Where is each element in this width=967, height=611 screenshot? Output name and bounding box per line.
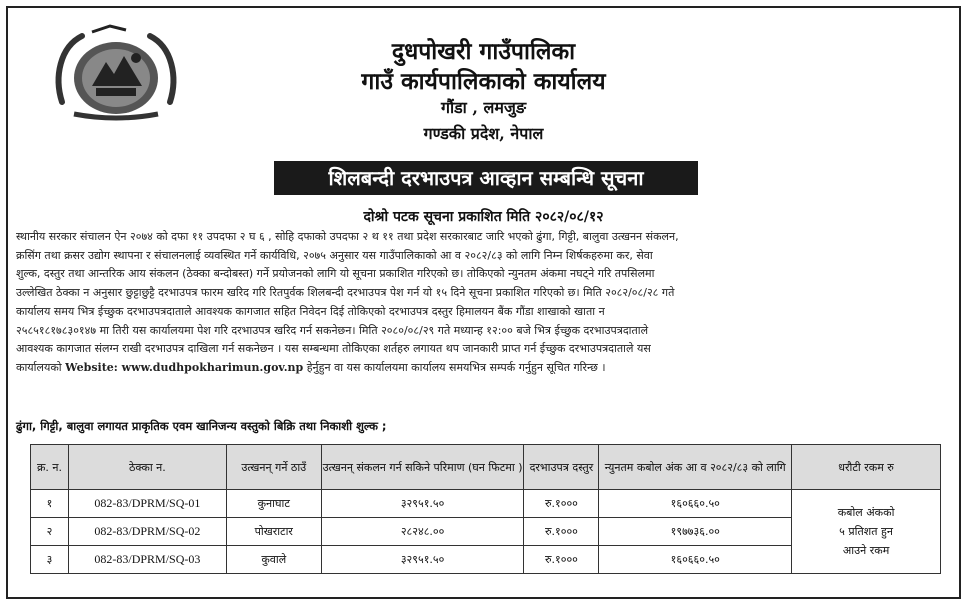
header-minimum-bid: न्युनतम कबोल अंक आ व २०८२/८३ को लागि [599, 445, 792, 490]
body-line: शुल्क, दस्तुर तथा आन्तरिक आय संकलन (ठेक्का बन्दोबस्त) गर्ने प्रयोजनको लागि यो सूचना प्रकाशित गरिएको छ। तोकिएको न्युनतम अंकमा नघट्ने गरि तपसिलमा [16, 267, 655, 281]
header-guarantee: धरौटी रकम रु [792, 445, 941, 490]
table-row [31, 490, 941, 518]
province-name: गण्डकी प्रदेश, नेपाल [423, 124, 544, 143]
guarantee-line: कबोल अंकको [837, 506, 895, 519]
cell-contract-no: 082-83/DPRM/SQ-02 [68, 518, 226, 546]
header-sn: क्र. न. [31, 445, 69, 490]
cell-minimum-bid: १६०६६०.५० [599, 490, 792, 518]
cell-quantity: ३२९५१.५० [321, 546, 524, 574]
body-line: स्थानीय सरकार संचालन ऐन २०७४ को दफा ११ उपदफा २ घ ६ , सोहि दफाको उपदफा २ थ ११ तथा प्रदेश सरकारबाट जारि भएको ढुंगा, गिट्टी, बालुवा उत्खनन संकलन, [16, 230, 679, 243]
body-line-prefix: कार्यालयको [16, 360, 66, 374]
cell-contract-no: 082-83/DPRM/SQ-03 [68, 546, 226, 574]
cell-minimum-bid: १९७७३६.०० [599, 518, 792, 546]
cell-guarantee [792, 490, 941, 574]
municipality-name: दुधपोखरी गाउँपालिका [391, 38, 576, 65]
office-location: गौंडा , लमजुङ [440, 98, 527, 117]
header-place: उत्खनन् गर्ने ठाउँ [226, 445, 321, 490]
guarantee-line: ५ प्रतिशत हुन [839, 525, 893, 538]
cell-quantity: २८२४८.०० [321, 518, 524, 546]
cell-fee: रु.१००० [524, 518, 599, 546]
cell-minimum-bid: १६०६६०.५० [599, 546, 792, 574]
office-name: गाउँ कार्यपालिकाको कार्यालय [361, 68, 606, 95]
cell-sn: ३ [31, 546, 69, 574]
body-line: आवश्यक कागजात संलग्न राखी दरभाउपत्र दाखिला गर्न सकनेछन । यस सम्बन्धमा तोकिएका शर्तहरु लगायत थप जानकारी प्राप्त गर्न ईच्छुक दरभाउपत्रदाताले यस [16, 342, 651, 356]
body-line [16, 359, 948, 378]
cell-contract-no: 082-83/DPRM/SQ-01 [68, 490, 226, 518]
notice-body [16, 228, 948, 378]
table-heading: ढुंगा, गिट्टी, बालुवा लगायत प्राकृतिक एवम खानिजन्य वस्तुको बिक्रि तथा निकाशी शुल्क ; [16, 419, 387, 433]
website-link[interactable]: Website: www.dudhpokharimun.gov.np [65, 360, 304, 374]
cell-quantity: ३२९५१.५० [321, 490, 524, 518]
cell-place: कुनाघाट [226, 490, 321, 518]
body-line-suffix: हेर्नुहुन वा यस कार्यालयमा कार्यालय समयभित्र सम्पर्क गर्नुहुन सूचित गरिन्छ । [303, 360, 606, 374]
cell-place: पोखराटार [226, 518, 321, 546]
cell-fee: रु.१००० [524, 546, 599, 574]
cell-sn: १ [31, 490, 69, 518]
table-header-row [31, 445, 941, 490]
body-line: उल्लेखित ठेक्का न अनुसार छुट्टाछुट्टै दरभाउपत्र फारम खरिद गरि रितपुर्वक शिलबन्दी दरभाउपत्र पेश गर्न यो १५ दिने सूचना प्रकाशित गरिएको छ। मिति २०८२/०८/२८ गते [16, 286, 675, 300]
header-contract-no: ठेक्का न. [68, 445, 226, 490]
notice-page [6, 6, 961, 599]
cell-fee: रु.१००० [524, 490, 599, 518]
cell-sn: २ [31, 518, 69, 546]
body-line: २५८५१८१७८३०१४७ मा तिरी यस कार्यालयमा पेश गरि दरभाउपत्र खरिद गर्न सकनेछन। मिति २०८०/०८/२९ गते मध्यान्ह १२:०० बजे भित्र ईच्छुक दरभाउपत्रदाताले [16, 323, 649, 337]
notice-title-banner: शिलबन्दी दरभाउपत्र आव्हान सम्बन्धि सूचना [274, 161, 698, 195]
cell-place: कुवाले [226, 546, 321, 574]
guarantee-line: आउने रकम [842, 544, 890, 557]
header-quantity: उत्खनन् संकलन गर्न सकिने परिमाण (घन फिटमा ) [321, 445, 524, 490]
contract-table [30, 444, 941, 574]
body-line: कार्यालय समय भित्र ईच्छुक दरभाउपत्रदाताले आवश्यक कागजात सहित निवेदन दिई तोकिएको दरभाउपत्र दस्तुर हिमालयन बैंक गौंडा शाखाको खाता न [16, 304, 605, 318]
publish-date-line: दोश्रो पटक सूचना प्रकाशित मिति २०८२/०८/१२ [363, 209, 604, 225]
body-line: क्रसिंग तथा क्रसर उद्योग स्थापना र संचालनलाई व्यवस्थित गर्ने कार्यविधि, २०७५ अनुसार यस गाउँपालिकाको आ व २०८२/८३ को लागि निम्न शिर्षकहरुमा कर, सेवा [16, 248, 653, 262]
header-fee: दरभाउपत्र दस्तुर [524, 445, 599, 490]
